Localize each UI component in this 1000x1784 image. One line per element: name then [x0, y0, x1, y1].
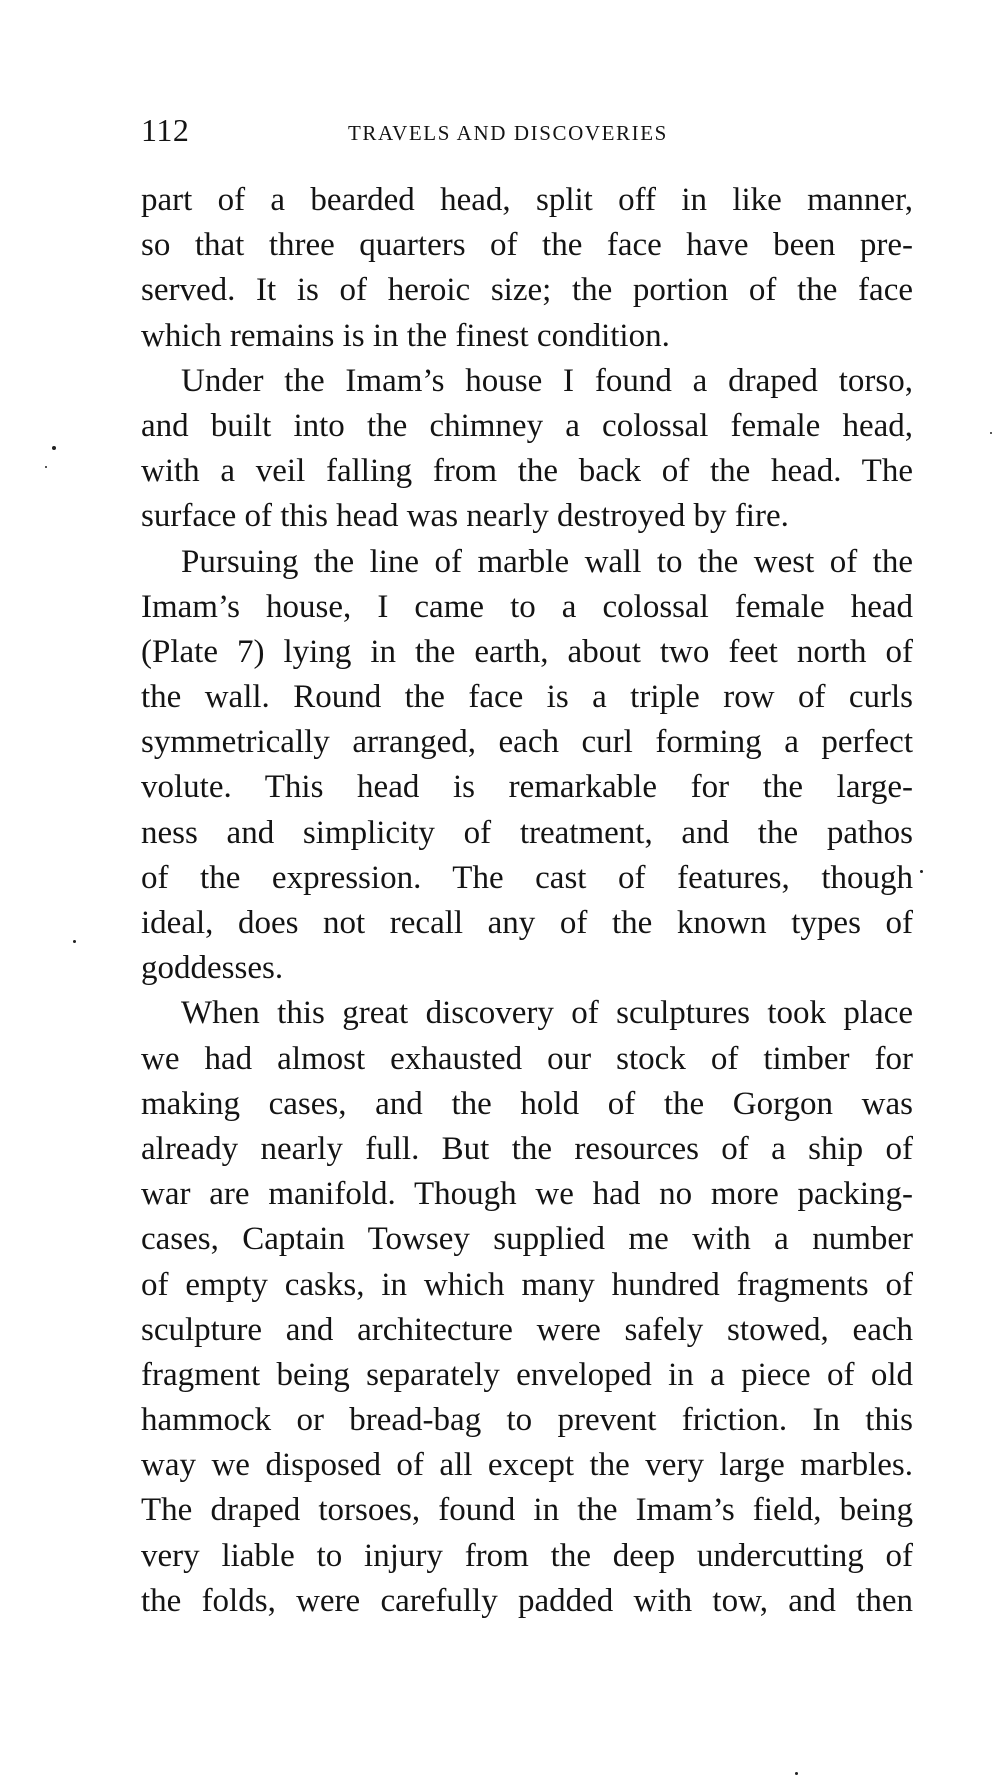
text-line: the folds, were carefully padded with tow, and then: [141, 1582, 913, 1619]
ink-speck: [73, 940, 76, 943]
text-line: we had almost exhausted our stock of timber for: [141, 1040, 913, 1077]
text-line: and built into the chimney a colossal female head,: [141, 407, 913, 444]
text-line: goddesses.: [141, 950, 284, 987]
text-line: which remains is in the finest condition.: [141, 317, 670, 354]
text-line: (Plate 7) lying in the earth, about two feet north of: [141, 633, 913, 670]
ink-speck: [52, 446, 56, 450]
text-line: surface of this head was nearly destroyed by fire.: [141, 498, 789, 535]
running-head: [141, 112, 911, 152]
ink-speck: [795, 1772, 798, 1775]
text-line: served. It is of heroic size; the portion of the face: [141, 272, 913, 309]
ink-speck: [990, 432, 992, 434]
text-line: sculpture and architecture were safely stowed, each: [141, 1311, 913, 1348]
text-line: fragment being separately enveloped in a piece of old: [141, 1356, 913, 1393]
text-line: so that three quarters of the face have been pre-: [141, 227, 913, 264]
ink-speck: [920, 870, 923, 873]
ink-speck: [45, 466, 47, 468]
text-line: Imam’s house, I came to a colossal female head: [141, 588, 913, 625]
text-line: hammock or bread-bag to prevent friction. In this: [141, 1402, 913, 1439]
text-line: ness and simplicity of treatment, and the pathos: [141, 814, 913, 851]
text-line: cases, Captain Towsey supplied me with a number: [141, 1221, 913, 1258]
text-line: war are manifold. Though we had no more packing-: [141, 1176, 913, 1213]
text-line: very liable to injury from the deep undercutting of: [141, 1537, 913, 1574]
text-line: ideal, does not recall any of the known types of: [141, 905, 913, 941]
text-line: already nearly full. But the resources of a ship of: [141, 1130, 913, 1167]
text-line: way we disposed of all except the very large marbles.: [141, 1447, 913, 1484]
paragraph-first-line: Under the Imam’s house I found a draped torso,: [181, 362, 913, 399]
text-line: symmetrically arranged, each curl forming a perfect: [141, 724, 913, 761]
text-line: volute. This head is remarkable for the large-: [141, 769, 913, 806]
text-line: The draped torsoes, found in the Imam’s field, being: [141, 1492, 913, 1529]
paragraph-first-line: Pursuing the line of marble wall to the west of the: [181, 543, 913, 580]
text-line: of the expression. The cast of features, though: [141, 859, 913, 896]
text-line: part of a bearded head, split off in like manner,: [141, 182, 913, 218]
text-line: the wall. Round the face is a triple row of curls: [141, 679, 913, 716]
text-line: making cases, and the hold of the Gorgon was: [141, 1085, 913, 1122]
body-text: [141, 178, 913, 1624]
page-number: 112: [141, 112, 190, 148]
running-title: TRAVELS AND DISCOVERIES: [348, 121, 668, 145]
text-line: of empty casks, in which many hundred fragments of: [141, 1266, 913, 1303]
paragraph-first-line: When this great discovery of sculptures took place: [181, 995, 913, 1032]
text-line: with a veil falling from the back of the head. The: [141, 453, 913, 490]
